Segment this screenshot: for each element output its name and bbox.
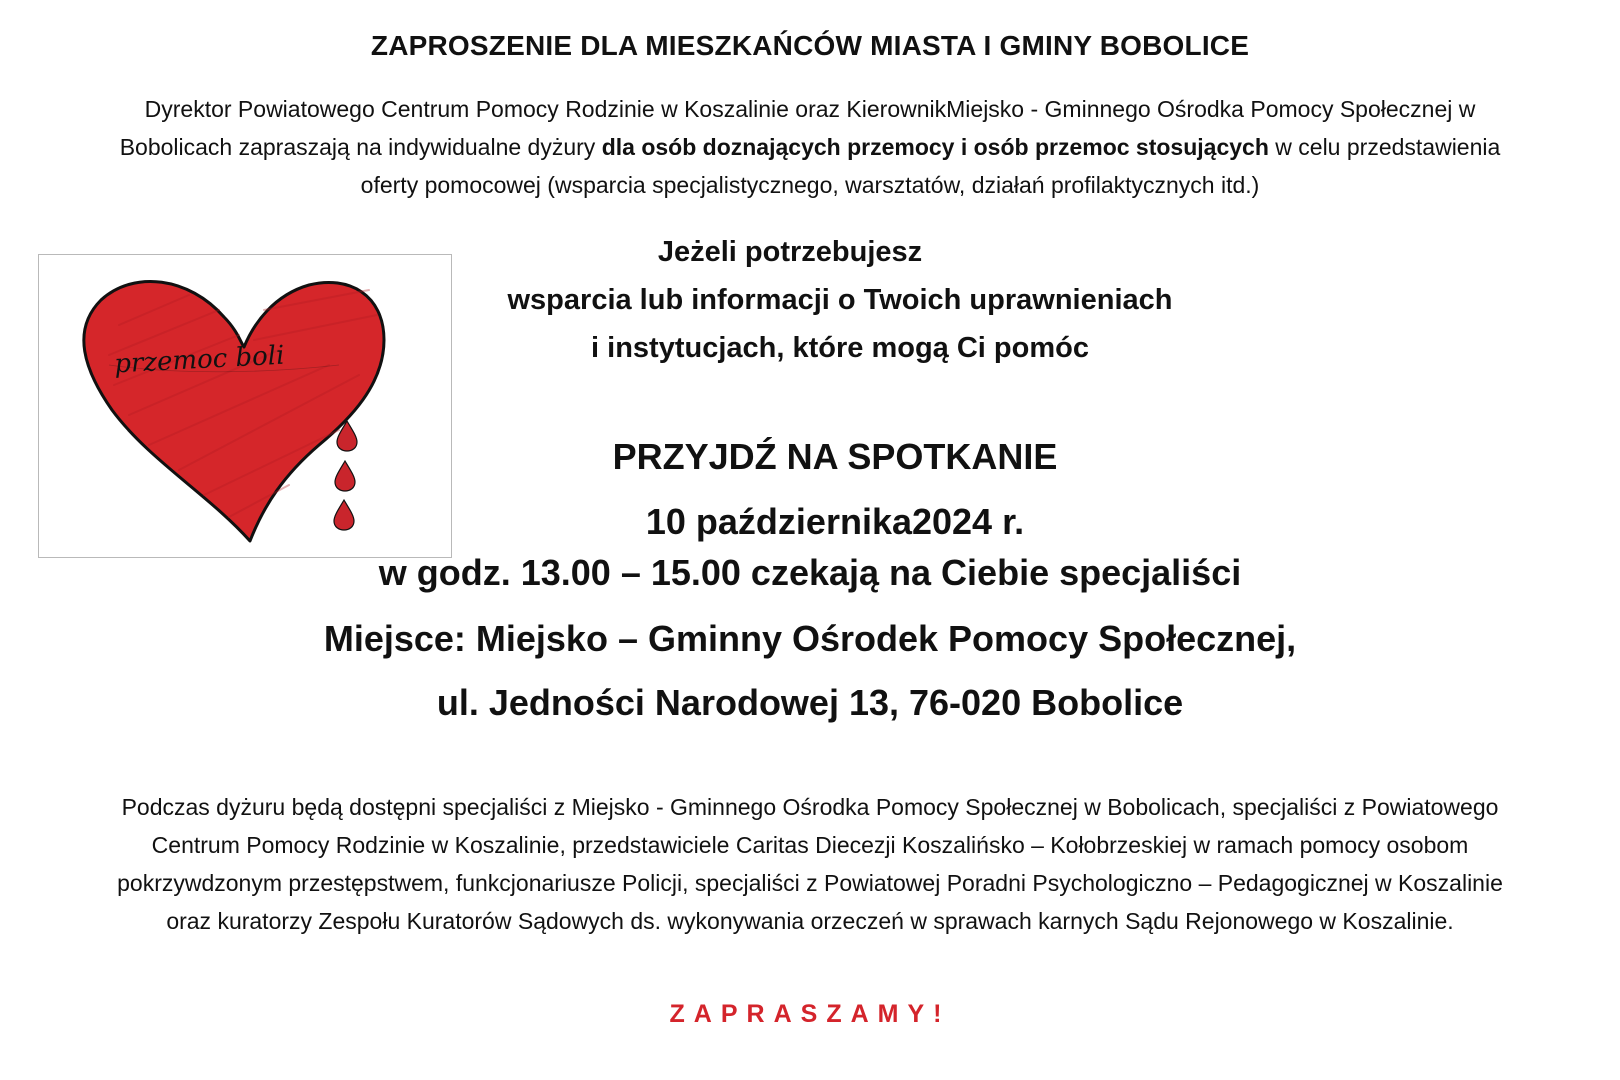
support-line-1: Jeżeli potrzebujesz bbox=[657, 236, 923, 268]
meeting-headline bbox=[500, 424, 1170, 554]
document-title: ZAPROSZENIE DLA MIESZKAŃCÓW MIASTA I GMINY BOBOLICE bbox=[370, 30, 1250, 61]
support-question bbox=[440, 228, 1240, 372]
invite-footer: ZAPRASZAMY! bbox=[669, 1000, 951, 1028]
meeting-date: 10 października2024 r. bbox=[645, 501, 1025, 542]
intro-text-bold: dla osób doznających przemocy i osób przemoc stosujących bbox=[601, 134, 1269, 160]
details-paragraph: Podczas dyżuru będą dostępni specjaliści z Miejsko - Gminnego Ośrodka Pomocy Społecznej w Bobolicach, specjaliści z Powiatowego Centrum Pomocy Rodzinie w Koszalinie, przedstawiciele Caritas Diecezji Koszalińsko – Kołobrzeskiej w ramach pomocy osobom pokrzywdzonym przestępstwem, funkcjonariusze Policji, specjaliści z Powiatowej Poradni Psychologiczno – Pedagogicznej w Koszalinie oraz kuratorzy Zespołu Kuratorów Sądowych ds. wykonywania orzeczeń w sprawach karnych Sądu Rejonowego w Koszalinie. bbox=[117, 794, 1503, 934]
meeting-place: Miejsce: Miejsko – Gminny Ośrodek Pomocy Społecznej, bbox=[323, 618, 1297, 659]
meeting-address: ul. Jedności Narodowej 13, 76-020 Bobolice bbox=[436, 682, 1184, 723]
support-line-2: wsparcia lub informacji o Twoich uprawnieniach bbox=[507, 284, 1173, 316]
heart-drawing-icon bbox=[39, 255, 451, 557]
intro-paragraph bbox=[100, 90, 1520, 204]
handwritten-text: przemoc boli bbox=[113, 340, 286, 380]
meeting-call: PRZYJDŹ NA SPOTKANIE bbox=[612, 436, 1058, 477]
blood-drop-2 bbox=[335, 461, 355, 491]
blood-drop-3 bbox=[334, 500, 354, 530]
heart-illustration bbox=[38, 254, 452, 558]
meeting-hours: w godz. 13.00 – 15.00 czekają na Ciebie specjaliści bbox=[378, 552, 1242, 593]
intro-text-part2: w celu przedstawienia oferty pomocowej (wsparcia specjalistycznego, warsztatów, działań profilaktycznych itd.) bbox=[360, 134, 1501, 198]
intro-text-part1: Dyrektor Powiatowego Centrum Pomocy Rodzinie w Koszalinie oraz KierownikMiejsko - Gminnego Ośrodka Pomocy Społecznej w Bobolicach zapraszają na indywidualne dyżury bbox=[119, 96, 1476, 160]
support-line-3: i instytucjach, które mogą Ci pomóc bbox=[591, 332, 1089, 364]
